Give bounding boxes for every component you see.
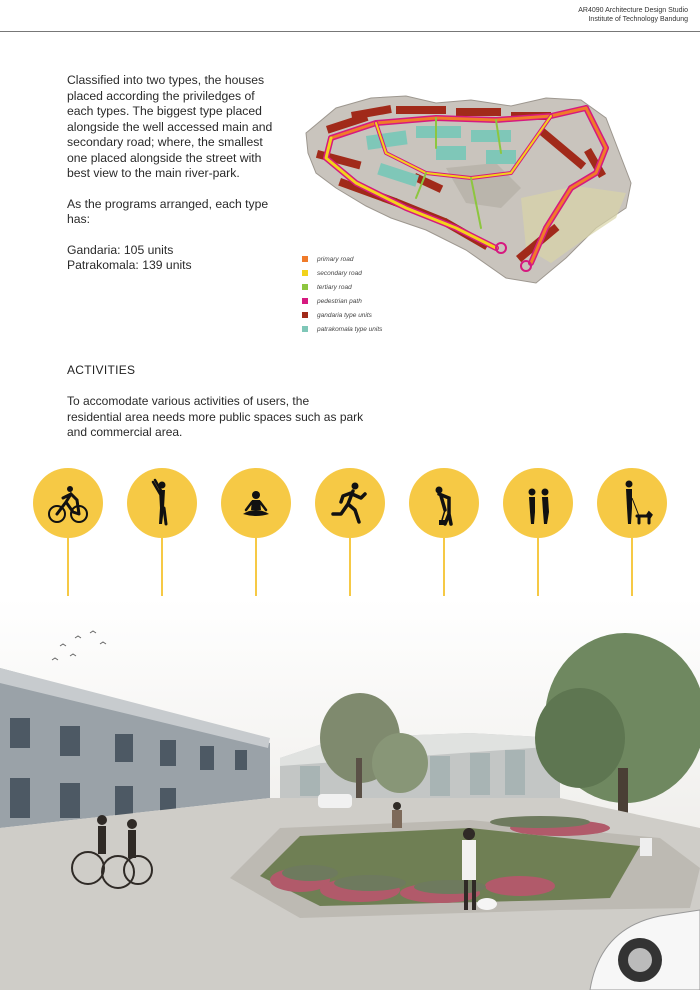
dog-walking-icon <box>597 468 667 538</box>
legend-swatch <box>302 326 308 332</box>
golf-icon <box>127 468 197 538</box>
studio-course: AR4090 Architecture Design Studio <box>578 7 688 14</box>
patrakomala-count: Patrakomala: 139 units <box>67 258 192 272</box>
activity-stem <box>537 538 539 596</box>
legend-label: gandaria type units <box>317 311 372 319</box>
legend-label: primary road <box>317 255 354 263</box>
cycling-icon <box>33 468 103 538</box>
legend-item-secondary-road <box>302 266 382 280</box>
studio-header <box>578 6 688 24</box>
legend-label: secondary road <box>317 269 362 277</box>
activities-title: ACTIVITIES <box>67 363 136 377</box>
legend-swatch <box>302 284 308 290</box>
activity-stem <box>631 538 633 596</box>
legend-label: pedestrian path <box>317 297 362 305</box>
activity-dog-walking <box>597 468 667 598</box>
activity-stem <box>349 538 351 596</box>
intro-text <box>67 73 277 274</box>
gandaria-count: Gandaria: 105 units <box>67 242 174 257</box>
residential-rendering <box>0 598 700 990</box>
legend-swatch <box>302 270 308 276</box>
gardening-icon <box>409 468 479 538</box>
legend-item-pedestrian-path <box>302 294 382 308</box>
legend-label: tertiary road <box>317 283 352 291</box>
legend-swatch <box>302 256 308 262</box>
intro-programs: As the programs arranged, each type has: <box>67 196 269 226</box>
meditation-icon <box>221 468 291 538</box>
activity-stem <box>67 538 69 596</box>
legend-swatch <box>302 312 308 318</box>
activity-meditation <box>221 468 291 598</box>
intro-paragraph: Classified into two types, the houses placed according the priviledges of each types. The biggest type placed alongside the well accessed main and secondary road; where, the smallest one placed alongside the street with best view to the main river-park. <box>67 73 273 180</box>
activity-conversation <box>503 468 573 598</box>
running-icon <box>315 468 385 538</box>
activity-stem <box>161 538 163 596</box>
map-legend <box>302 252 382 336</box>
legend-swatch <box>302 298 308 304</box>
legend-label: patrakomala type units <box>317 325 383 333</box>
activity-gardening <box>409 468 479 598</box>
activity-stem <box>443 538 445 596</box>
activity-golf <box>127 468 197 598</box>
conversation-icon <box>503 468 573 538</box>
activity-cycling <box>33 468 103 598</box>
activity-icons <box>0 468 700 598</box>
studio-institution: Institute of Technology Bandung <box>588 16 688 23</box>
legend-item-patrakomala-units <box>302 322 382 336</box>
activity-running <box>315 468 385 598</box>
legend-item-gandaria-units <box>302 308 382 322</box>
header-divider <box>0 31 700 32</box>
activities-description: To accomodate various activities of users, the residential area needs more public spaces such as park and commercial area. <box>67 394 364 439</box>
legend-item-tertiary-road <box>302 280 382 294</box>
legend-item-primary-road <box>302 252 382 266</box>
activity-stem <box>255 538 257 596</box>
